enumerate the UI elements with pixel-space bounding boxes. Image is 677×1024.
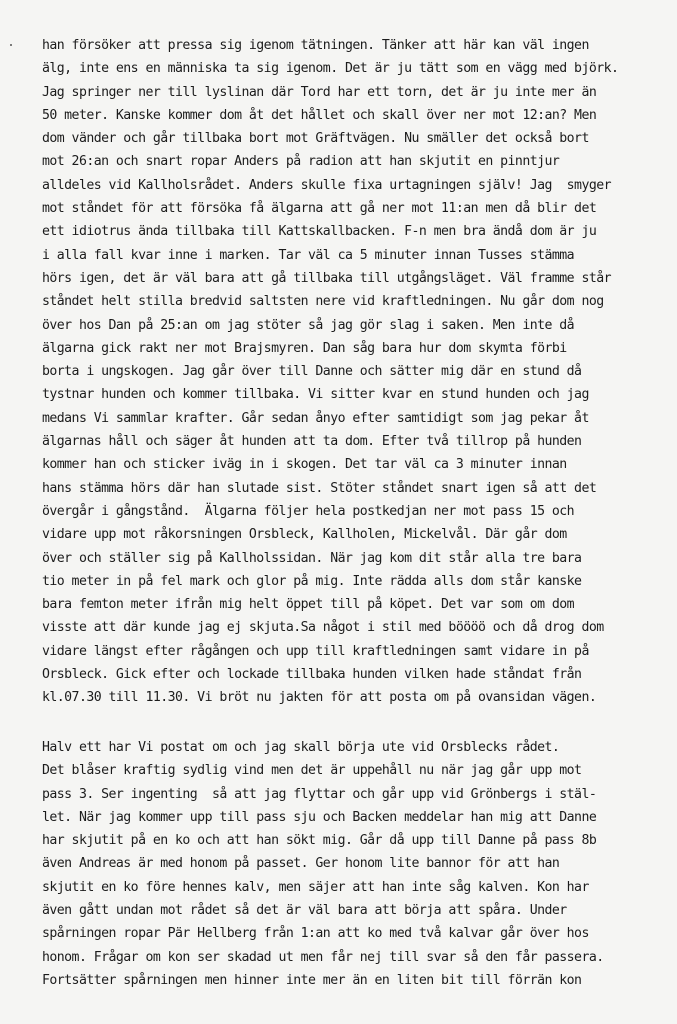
text-line: över och ställer sig på Kallholssidan. När jag kom dit står alla tre bara xyxy=(42,550,582,566)
text-line: tio meter in på fel mark och glor på mig. Inte rädda alls dom står kanske xyxy=(42,573,582,589)
text-line: Fortsätter spårningen men hinner inte mer än en liten bit till förrän kon xyxy=(42,972,582,988)
text-line: Orsbleck. Gick efter och lockade tillbaka hunden vilken hade ståndat från xyxy=(42,667,582,683)
text-line: även gått undan mot rådet så det är väl bara att börja att spåra. Under xyxy=(42,903,567,919)
text-line: visste att där kunde jag ej skjuta.Sa något i stil med böööö och då drog dom xyxy=(42,620,604,636)
text-line: Det blåser kraftig sydlig vind men det är uppehåll nu när jag går upp mot xyxy=(42,763,582,779)
text-line: alldeles vid Kallholsrådet. Anders skulle fixa urtagningen själv! Jag smyger xyxy=(42,177,611,193)
text-line: pass 3. Ser ingenting så att jag flyttar och går upp vid Grönbergs i stäl- xyxy=(42,786,597,802)
text-line: skjutit en ko före hennes kalv, men säjer att han inte såg kalven. Kon har xyxy=(42,879,589,895)
text-line: hörs igen, det är väl bara att gå tillbaka till utgångsläget. Väl framme står xyxy=(42,270,611,286)
text-line: hans stämma hörs där han slutade sist. Stöter ståndet snart igen så att det xyxy=(42,480,597,496)
text-line: övergår i gångstånd. Älgarna följer hela postkedjan ner mot pass 15 och xyxy=(42,503,575,519)
text-line: Jag springer ner till lyslinan där Tord har ett torn, det är ju inte mer än xyxy=(42,84,597,100)
text-line: över hos Dan på 25:an om jag stöter så jag gör slag i saken. Men inte då xyxy=(42,317,575,333)
text-line: bara femton meter ifrån mig helt öppet till på köpet. Det var som om dom xyxy=(42,597,575,613)
text-line: dom vänder och går tillbaka bort mot Gräftvägen. Nu smäller det också bort xyxy=(42,131,589,147)
text-line: spårningen ropar Pär Hellberg från 1:an att ko med två kalvar går över hos xyxy=(42,926,589,942)
text-line: har skjutit på en ko och att han sökt mig. Går då upp till Danne på pass 8b xyxy=(42,833,597,849)
text-line: även Andreas är med honom på passet. Ger honom lite bannor för att han xyxy=(42,856,560,872)
text-line: vidare längst efter rågången och upp till kraftledningen samt vidare in på xyxy=(42,643,589,659)
text-line: i alla fall kvar inne i marken. Tar väl ca 5 minuter innan Tusses stämma xyxy=(42,247,575,263)
text-line: ståndet helt stilla bredvid saltsten nere vid kraftledningen. Nu går dom nog xyxy=(42,294,604,310)
text-line: let. När jag kommer upp till pass sju och Backen meddelar han mig att Danne xyxy=(42,809,597,825)
text-line: kommer han och sticker iväg in i skogen. Det tar väl ca 3 minuter innan xyxy=(42,457,567,473)
text-line: tystnar hunden och kommer tillbaka. Vi sitter kvar en stund hunden och jag xyxy=(42,387,589,403)
text-line: älgarnas håll och säger åt hunden att ta dom. Efter två tillrop på hunden xyxy=(42,434,582,450)
text-line: mot 26:an och snart ropar Anders på radion att han skjutit en pinntjur xyxy=(42,154,560,170)
paragraph-1 xyxy=(42,34,672,710)
text-line: vidare upp mot råkorsningen Orsbleck, Kallholen, Mickelvål. Där går dom xyxy=(42,527,567,543)
text-line: mot ståndet för att försöka få älgarna att gå ner mot 11:an men då blir det xyxy=(42,201,597,217)
text-line: kl.07.30 till 11.30. Vi bröt nu jakten för att posta om på ovansidan vägen. xyxy=(42,690,597,706)
text-line: 50 meter. Kanske kommer dom åt det hållet och skall över ner mot 12:an? Men xyxy=(42,107,597,123)
text-line: han försöker att pressa sig igenom tätningen. Tänker att här kan väl ingen xyxy=(42,38,589,53)
text-line: medans Vi sammlar krafter. Går sedan ånyo efter samtidigt som jag pekar åt xyxy=(42,410,589,426)
text-line: honom. Frågar om kon ser skadad ut men får nej till svar så den får passera. xyxy=(42,949,604,965)
text-line: Halv ett har Vi postat om och jag skall börja ute vid Orsblecks rådet. xyxy=(42,740,560,755)
text-line: ett idiotrus ända tillbaka till Kattskallbacken. F-n men bra ändå dom är ju xyxy=(42,224,597,240)
text-line: borta i ungskogen. Jag går över till Danne och sätter mig där en stund då xyxy=(42,364,582,380)
paragraph-2 xyxy=(42,736,672,992)
text-line: älgarna gick rakt ner mot Brajsmyren. Dan såg bara hur dom skymta förbi xyxy=(42,340,567,356)
margin-speck xyxy=(10,44,12,46)
text-line: älg, inte ens en människa ta sig igenom. Det är ju tätt som en vägg med björk. xyxy=(42,61,619,77)
